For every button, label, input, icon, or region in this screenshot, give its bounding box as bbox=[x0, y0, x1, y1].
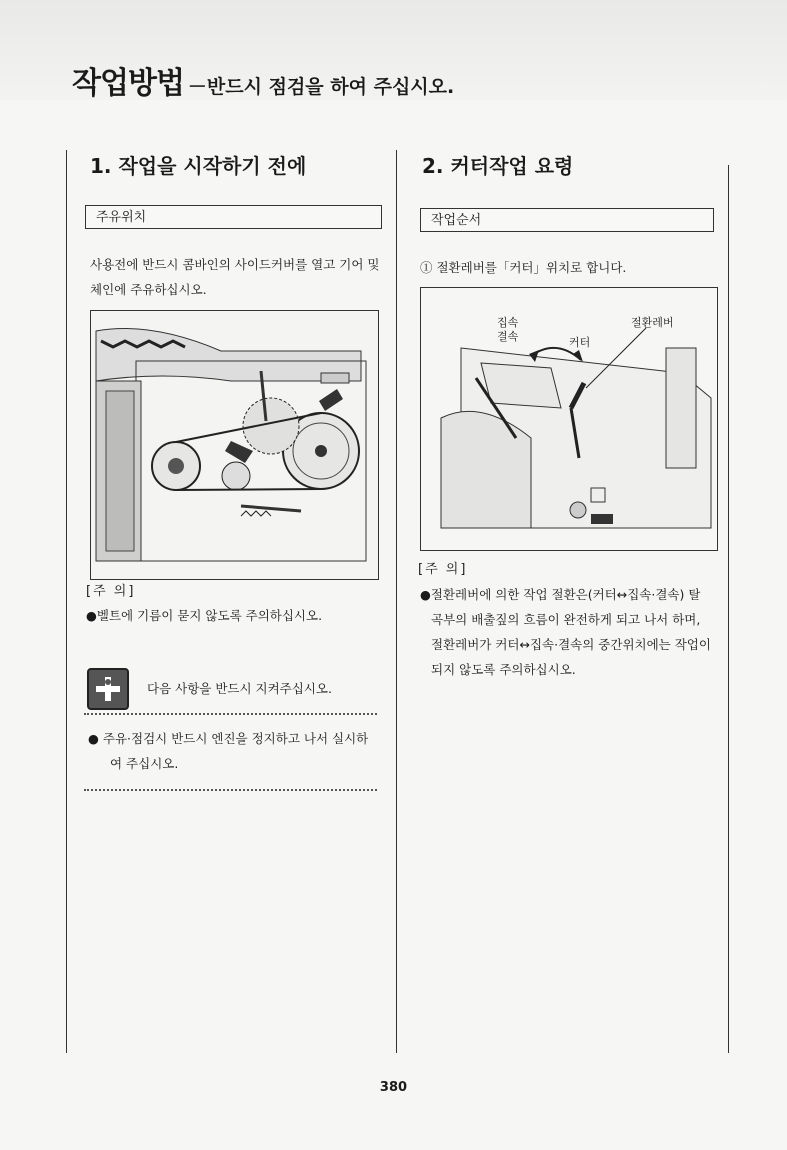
engine-gear-figure bbox=[90, 310, 379, 580]
left-intro-line2: 체인에 주유하십시오. bbox=[90, 282, 207, 297]
right-caution-line1: ●절환레버에 의한 작업 절환은(커터↔집속·결속) 탈 bbox=[420, 587, 701, 602]
right-caution-line4: 되지 않도록 주의하십시오. bbox=[431, 662, 576, 677]
left-box-label: 주유위치 bbox=[85, 205, 382, 229]
notice-divider-bottom bbox=[84, 789, 377, 791]
notice-text: 다음 사항을 반드시 지켜주십시오. bbox=[147, 681, 332, 696]
left-section-title: 1. 작업을 시작하기 전에 bbox=[90, 154, 307, 178]
notice-divider-top bbox=[84, 713, 377, 715]
gear-chain-illustration bbox=[91, 311, 378, 579]
fig-label-lever: 절환레버 bbox=[631, 316, 674, 329]
right-section-title: 2. 커터작업 요령 bbox=[422, 154, 574, 178]
page-header bbox=[72, 58, 454, 102]
fig-label-bind: 결속 bbox=[497, 330, 519, 343]
page-number: 380 bbox=[379, 1080, 408, 1095]
fig-label-collect: 집속 bbox=[497, 316, 519, 329]
right-caution-title: [주 의] bbox=[418, 562, 468, 577]
left-bullet-line2: 여 주십시오. bbox=[110, 756, 179, 771]
left-bullet-line1: ● 주유·점검시 반드시 엔진을 정지하고 나서 실시하 bbox=[88, 731, 369, 746]
header-title: 작업방법 bbox=[72, 66, 184, 101]
column-rule-right bbox=[728, 165, 729, 1053]
column-rule-middle bbox=[396, 150, 397, 1053]
column-rule-left bbox=[66, 150, 67, 1053]
switch-lever-figure bbox=[420, 287, 718, 551]
left-intro-line1: 사용전에 반드시 콤바인의 사이드커버를 열고 기어 및 bbox=[90, 257, 380, 272]
header-subtitle: －반드시 점검을 하여 주십시오. bbox=[187, 76, 455, 98]
right-box-label: 작업순서 bbox=[420, 208, 714, 232]
right-caution-line3: 절환레버가 커터↔집속·결속의 중간위치에는 작업이 bbox=[431, 637, 711, 652]
left-caution-text: ●벨트에 기름이 묻지 않도록 주의하십시오. bbox=[86, 608, 323, 623]
caution-sign-icon bbox=[87, 668, 129, 710]
left-caution-title: [주 의] bbox=[86, 584, 136, 599]
fig-label-cutter: 커터 bbox=[569, 336, 591, 349]
right-step1: ① 절환레버를「커터」위치로 합니다. bbox=[420, 260, 627, 275]
right-caution-line2: 곡부의 배출짚의 흐름이 완전하게 되고 나서 하며, bbox=[431, 612, 701, 627]
